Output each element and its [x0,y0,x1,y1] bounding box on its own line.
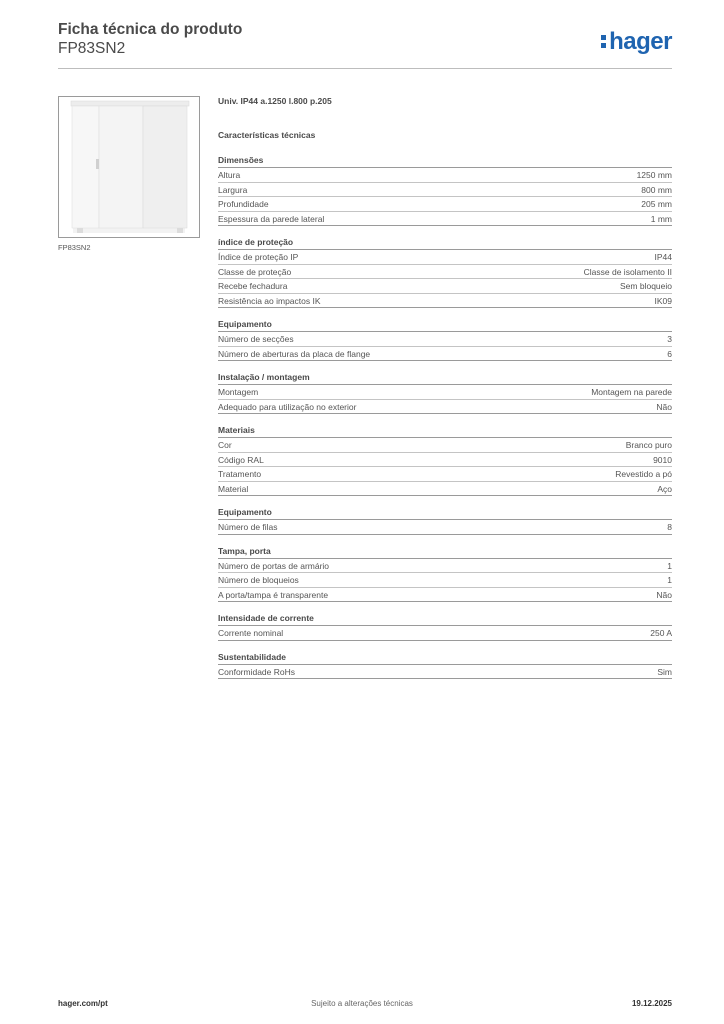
section-title: Instalação / montagem [218,372,672,385]
spec-value: IK09 [654,295,672,306]
technical-content [218,96,672,679]
logo-dots-icon [601,32,607,50]
spec-row [218,520,672,535]
spec-label: Material [218,483,249,494]
footer-website: hager.com/pt [58,999,108,1008]
spec-label: Adequado para utilização no exterior [218,401,357,412]
section-title: Equipamento [218,319,672,332]
spec-row [218,332,672,347]
spec-value: IP44 [654,252,672,262]
spec-row [218,482,672,497]
section-rows [218,168,672,226]
spec-row [218,250,672,265]
spec-value: 3 [667,334,672,344]
product-reference: FP83SN2 [58,40,126,57]
spec-label: Recebe fechadura [218,281,288,291]
section-rows [218,520,672,535]
footer-date: 19.12.2025 [631,999,672,1008]
spec-row [218,467,672,482]
spec-label: Profundidade [218,199,269,209]
spec-section [218,319,672,361]
spec-value: 1 mm [650,213,672,224]
section-rows [218,332,672,361]
spec-value: Não [656,401,672,412]
spec-section [218,155,672,226]
spec-label: Altura [218,170,241,180]
header-divider [58,68,672,69]
spec-label: Classe de proteção [218,266,292,277]
spec-section [218,613,672,641]
spec-section [218,425,672,496]
section-rows [218,250,672,308]
section-title: Materiais [218,425,672,438]
spec-section [218,652,672,680]
spec-value: Sem bloqueio [620,281,672,291]
spec-row [218,347,672,362]
spec-value: Revestido a pó [615,469,672,479]
spec-row [218,400,672,415]
spec-row [218,385,672,400]
spec-section [218,546,672,603]
footer-notice: Sujeito a alterações técnicas [311,999,413,1008]
spec-label: Largura [218,184,248,195]
spec-label: Número de aberturas da placa de flange [218,348,371,359]
section-title: Equipamento [218,507,672,520]
spec-section [218,237,672,308]
section-rows [218,626,672,641]
section-rows [218,559,672,603]
spec-label: Cor [218,440,232,450]
spec-label: Resistência ao impactos IK [218,295,321,306]
spec-row [218,279,672,294]
spec-label: Índice de proteção IP [218,252,299,262]
spec-value: Não [656,589,672,600]
spec-row [218,212,672,227]
spec-value: Sim [657,666,672,677]
spec-label: Número de secções [218,334,294,344]
spec-row [218,665,672,680]
spec-row [218,197,672,212]
spec-label: Tratamento [218,469,262,479]
spec-row [218,453,672,468]
spec-value: 9010 [653,454,672,465]
spec-label: Espessura da parede lateral [218,213,325,224]
spec-value: Aço [657,483,672,494]
spec-value: Classe de isolamento II [583,266,672,277]
spec-value: 1250 mm [636,170,672,180]
section-title: Tampa, porta [218,546,672,559]
product-image-caption: FP83SN2 [58,243,91,252]
cabinet-image-icon [59,97,199,237]
hager-logo [601,28,672,56]
spec-row [218,573,672,588]
section-rows [218,438,672,496]
spec-row [218,294,672,309]
spec-value: 6 [667,348,672,359]
spec-section [218,507,672,535]
document-title: Ficha técnica do produto [58,21,243,38]
spec-label: A porta/tampa é transparente [218,589,329,600]
section-title: Dimensões [218,155,672,168]
spec-value: 8 [667,522,672,532]
spec-value: 1 [667,575,672,585]
spec-value: 250 A [650,628,672,638]
spec-label: Montagem [218,387,259,397]
spec-label: Número de bloqueios [218,575,299,585]
product-description: Univ. IP44 a.1250 l.800 p.205 [218,96,332,106]
spec-label: Código RAL [218,454,264,465]
spec-label: Corrente nominal [218,628,284,638]
spec-value: 800 mm [641,184,672,195]
section-title: Sustentabilidade [218,652,672,665]
spec-row [218,183,672,198]
product-image [58,96,200,238]
spec-row [218,438,672,453]
section-rows [218,665,672,680]
section-title: índice de proteção [218,237,672,250]
spec-label: Número de filas [218,522,278,532]
spec-section [218,372,672,414]
section-rows [218,385,672,414]
spec-row [218,559,672,574]
characteristics-sections [218,155,672,679]
logo-text: hager [609,28,672,55]
document-header [58,21,242,58]
characteristics-title: Características técnicas [218,130,316,140]
spec-value: 1 [667,560,672,571]
spec-value: Branco puro [625,440,672,450]
section-title: Intensidade de corrente [218,613,672,626]
spec-label: Número de portas de armário [218,560,330,571]
spec-row [218,265,672,280]
spec-label: Conformidade RoHs [218,666,296,677]
spec-value: Montagem na parede [591,387,672,397]
spec-row [218,168,672,183]
spec-row [218,588,672,603]
spec-value: 205 mm [641,199,672,209]
spec-row [218,626,672,641]
